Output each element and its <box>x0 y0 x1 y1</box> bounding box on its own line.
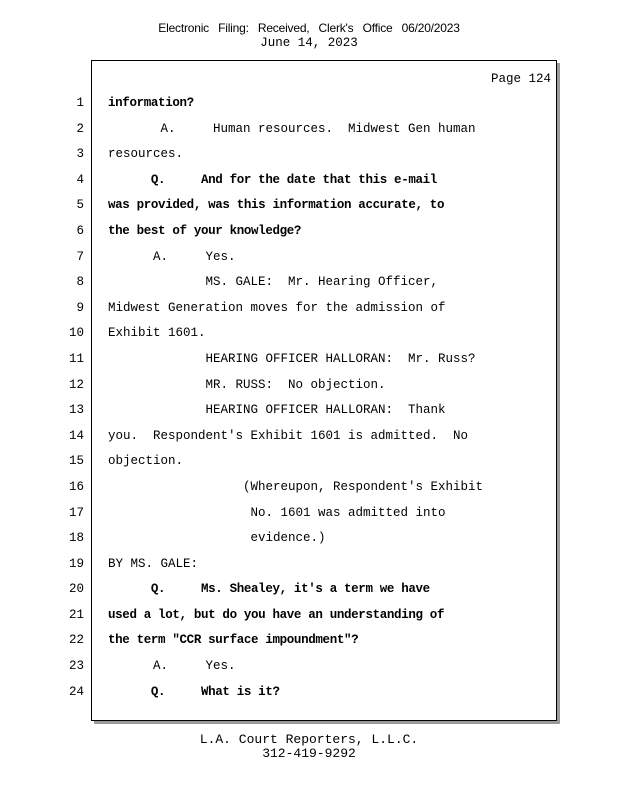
transcript-line: (Whereupon, Respondent's Exhibit <box>108 479 484 494</box>
line-number: 12 <box>68 377 84 392</box>
transcript-lines <box>108 95 548 709</box>
line-number: 17 <box>68 505 84 520</box>
line-number: 4 <box>76 172 84 187</box>
transcript-line: Q. What is it? <box>108 684 280 699</box>
transcript-line: Q. And for the date that this e-mail <box>108 172 437 187</box>
transcript-line: Exhibit 1601. <box>108 326 206 341</box>
line-number: 10 <box>68 326 84 341</box>
line-number: 20 <box>68 582 84 597</box>
line-number: 11 <box>68 351 84 366</box>
line-number: 1 <box>76 96 84 110</box>
line-number: 8 <box>76 275 84 290</box>
line-number: 24 <box>68 684 84 699</box>
line-number: 22 <box>68 633 84 648</box>
transcript-line: you. Respondent's Exhibit 1601 is admitted. No <box>108 428 469 443</box>
header-date: June 14, 2023 <box>260 36 358 50</box>
transcript-line: A. Human resources. Midwest Gen human <box>108 121 476 136</box>
transcript-line: was provided, was this information accurate, to <box>108 198 445 213</box>
transcript-line: information? <box>108 96 194 110</box>
line-number: 16 <box>68 479 84 494</box>
transcript-line: HEARING OFFICER HALLORAN: Mr. Russ? <box>108 351 476 366</box>
transcript-line: the best of your knowledge? <box>108 223 302 238</box>
line-number: 15 <box>68 454 84 469</box>
line-number: 5 <box>76 198 84 213</box>
transcript-line: resources. <box>108 147 184 162</box>
footer <box>0 733 618 761</box>
line-number: 14 <box>68 428 84 443</box>
transcript-line: MS. GALE: Mr. Hearing Officer, <box>108 275 439 290</box>
transcript-line: objection. <box>108 454 184 469</box>
line-number: 21 <box>68 607 84 622</box>
reporter-phone: 312-419-9292 <box>262 746 356 761</box>
page-number: Page 124 <box>490 72 551 86</box>
transcript-line: A. Yes. <box>108 659 236 674</box>
line-number: 2 <box>76 121 84 136</box>
reporter-company: L.A. Court Reporters, L.L.C. <box>199 732 419 747</box>
line-number: 7 <box>76 249 84 264</box>
line-number: 9 <box>76 300 84 315</box>
line-number: 3 <box>76 147 84 162</box>
transcript-line: A. Yes. <box>108 249 236 264</box>
transcript-line: the term "CCR surface impoundment"? <box>108 633 359 648</box>
line-number: 18 <box>68 531 84 546</box>
transcript-line: MR. RUSS: No objection. <box>108 377 386 392</box>
transcript-line: HEARING OFFICER HALLORAN: Thank <box>108 403 446 418</box>
transcript-line: evidence.) <box>108 531 326 546</box>
line-number: 23 <box>68 659 84 674</box>
transcript-line: BY MS. GALE: <box>108 556 199 571</box>
transcript-line: Midwest Generation moves for the admission of <box>108 300 446 315</box>
line-number: 6 <box>76 223 84 238</box>
filing-stamp: Electronic Filing: Received, Clerk's Office 06/20/2023 <box>158 21 460 35</box>
transcript-line: Q. Ms. Shealey, it's a term we have <box>108 582 430 597</box>
transcript-line: used a lot, but do you have an understanding of <box>108 607 445 622</box>
line-number: 19 <box>68 556 84 571</box>
transcript-line: No. 1601 was admitted into <box>108 505 446 520</box>
line-number: 13 <box>68 403 84 418</box>
line-number-column <box>0 95 84 709</box>
